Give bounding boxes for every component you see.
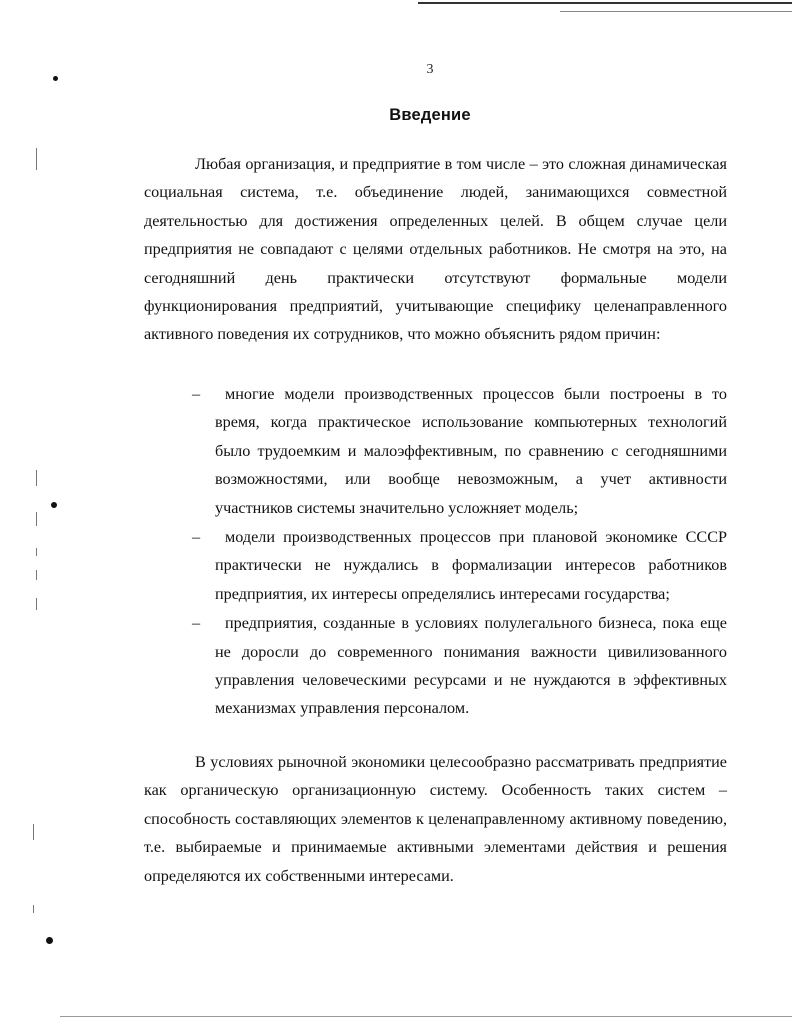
scan-speck [53, 76, 58, 81]
scan-margin-mark [33, 905, 34, 913]
scan-edge-line [418, 2, 792, 4]
scan-bottom-line [60, 1016, 792, 1017]
list-item [144, 380, 727, 522]
list-dash: – [192, 614, 201, 633]
scan-margin-mark [36, 548, 37, 556]
list-item-text: многие модели производственных процессов были построены в то время, когда практическое использование компьютерных технологий было трудоемким и малоэффективным, по сравнению с сегодняшними возможностями, или вообще невозможным, а учет активности участников системы значительно усложняет модель; [215, 385, 727, 517]
scan-margin-mark [36, 148, 37, 170]
scan-margin-mark [36, 598, 37, 610]
list-dash: – [192, 528, 201, 547]
scan-margin-mark [33, 824, 34, 840]
intro-paragraph: Любая организация, и предприятие в том числе – это сложная динамическая социальная система, т.е. объединение людей, занимающихся совместной деятельностью для достижения определенных целей. В общем случае цели предприятия не совпадают с целями отдельных работников. Не смотря на это, на сегодняшний день практически отсутствуют формальные модели функционирования предприятий, учитывающие специфику целенаправленного активного поведения их сотрудников, что можно объяснить рядом причин: [144, 155, 727, 344]
scan-speck [51, 502, 57, 508]
section-title: Введение [389, 106, 471, 124]
scan-speck [46, 937, 53, 944]
list-dash: – [192, 385, 201, 403]
scan-margin-mark [36, 570, 37, 580]
list-item [144, 609, 727, 723]
list-item-text: предприятия, созданные в условиях полулегального бизнеса, пока еще не доросли до современного понимания важности цивилизованного управления человеческими ресурсами и не нуждаются в эффективных механизмах управления персоналом. [215, 614, 727, 718]
page-number: 3 [426, 62, 434, 77]
scan-margin-mark [36, 470, 37, 486]
closing-paragraph: В условиях рыночной экономики целесообразно рассматривать предприятие как органическую организационную систему. Особенность таких систем – способность составляющих элементов к целенаправленному активному поведению, т.е. выбираемые и принимаемые активными элементами действия и решения определяются их собственными интересами. [144, 753, 727, 885]
list-item-text: модели производственных процессов при плановой экономике СССР практически не нуждались в формализации интересов работников предприятия, их интересы определялись интересами государства; [215, 528, 727, 603]
scan-margin-mark [36, 512, 37, 526]
list-item [144, 523, 727, 608]
scan-edge-line-secondary [560, 11, 792, 12]
reasons-list [144, 380, 727, 724]
